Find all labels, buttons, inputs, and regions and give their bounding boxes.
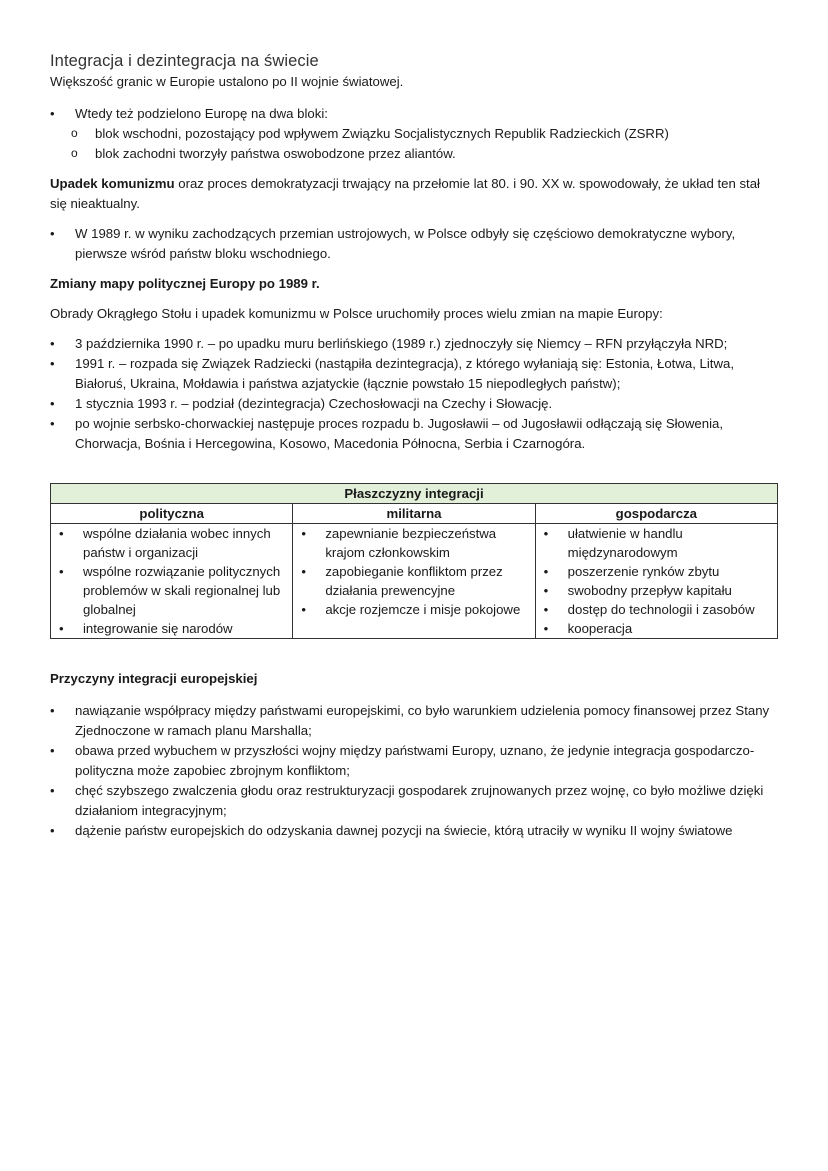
causes-list: [50, 701, 780, 841]
document-page: [50, 50, 780, 841]
causes-heading: Przyczyny integracji europejskiej: [50, 671, 258, 686]
economic-cell: [535, 524, 777, 639]
list-item: [50, 104, 780, 124]
changes-heading: Zmiany mapy politycznej Europy po 1989 r.: [50, 276, 320, 291]
column-header-political: polityczna: [51, 504, 293, 524]
list-item: • 1991 r. – rozpada się Związek Radziecki (nastąpiła dezintegracja), z którego wyłaniają się: Estonia, Łotwa, Litwa, Białoruś, Ukraina, Mołdawia i państwa azjatyckie (łącznie powstało 15 niepodległych państw);: [50, 354, 780, 394]
intro-text: Większość granic w Europie ustalono po II wojnie światowej.: [50, 74, 404, 89]
blocs-lead: Wtedy też podzielono Europę na dwa bloki:: [75, 106, 328, 121]
list-item: • W 1989 r. w wyniku zachodzących przemian ustrojowych, w Polsce odbyły się częściowo demokratyczne wybory, pierwsze wśród państw bloku wschodniego.: [50, 224, 780, 264]
table-list-item: • zapewnianie bezpieczeństwa krajom członkowskim: [297, 524, 530, 562]
table-list-item: • wspólne rozwiązanie politycznych problemów w skali regionalnej lub globalnej: [55, 562, 288, 619]
column-header-military: militarna: [293, 504, 535, 524]
list-item: • chęć szybszego zwalczenia głodu oraz restrukturyzacji gospodarek zrujnowanych przez wojnę, co było możliwe dzięki działaniom integracyjnym;: [50, 781, 780, 821]
collapse-paragraph: [50, 174, 780, 214]
changes-list: [50, 334, 780, 454]
changes-lead: Obrady Okrągłego Stołu i upadek komunizmu w Polsce uruchomiły proces wielu zmian na mapie Europy:: [50, 306, 663, 321]
table-list-item: • wspólne działania wobec innych państw i organizacji: [55, 524, 288, 562]
table-list-item: • integrowanie się narodów: [55, 619, 288, 638]
collapse-bold: Upadek komunizmu: [50, 176, 175, 191]
collapse-rest: oraz proces demokratyzacji trwający na przełomie lat 80. i 90. XX w. spowodowały, że układ ten stał się nieaktualny.: [50, 176, 760, 211]
integration-planes-table: [50, 483, 778, 639]
table-list-item: • swobodny przepływ kapitału: [540, 581, 773, 600]
table-list-item: • akcje rozjemcze i misje pokojowe: [297, 600, 530, 619]
political-cell: [51, 524, 293, 639]
sub-list-item: o blok zachodni tworzyły państwa oswobodzone przez aliantów.: [50, 144, 780, 164]
page-title: Integracja i dezintegracja na świecie: [50, 52, 319, 70]
list-item: • po wojnie serbsko-chorwackiej następuje proces rozpadu b. Jugosławii – od Jugosławii odłączają się Słowenia, Chorwacja, Bośnia i Hercegowina, Kosowo, Macedonia Północna, Serbia i Czarnogóra.: [50, 414, 780, 454]
column-header-economic: gospodarcza: [535, 504, 777, 524]
table-list-item: • kooperacja: [540, 619, 773, 638]
elections-list: [50, 224, 780, 264]
military-cell: [293, 524, 535, 639]
table-caption: Płaszczyzny integracji: [51, 484, 778, 504]
list-item: • obawa przed wybuchem w przyszłości wojny między państwami Europy, uznano, że jedynie integracja gospodarczo-polityczna może zapobiec zbrojnym konfliktom;: [50, 741, 780, 781]
list-item: • dążenie państw europejskich do odzyskania dawnej pozycji na świecie, którą utraciły w wyniku II wojny światowe: [50, 821, 780, 841]
sub-list-item: o blok wschodni, pozostający pod wpływem Związku Socjalistycznych Republik Radzieckich (ZSRR): [50, 124, 780, 144]
list-item: • 1 stycznia 1993 r. – podział (dezintegracja) Czechosłowacji na Czechy i Słowację.: [50, 394, 780, 414]
blocs-list: [50, 104, 780, 164]
table-list-item: • ułatwienie w handlu międzynarodowym: [540, 524, 773, 562]
table-list-item: • dostęp do technologii i zasobów: [540, 600, 773, 619]
table-list-item: • poszerzenie rynków zbytu: [540, 562, 773, 581]
list-item: • nawiązanie współpracy między państwami europejskimi, co było warunkiem udzielenia pomocy finansowej przez Stany Zjednoczone w ramach planu Marshalla;: [50, 701, 780, 741]
table-list-item: • zapobieganie konfliktom przez działania prewencyjne: [297, 562, 530, 600]
list-item: • 3 października 1990 r. – po upadku muru berlińskiego (1989 r.) zjednoczyły się Niemcy – RFN przyłączyła NRD;: [50, 334, 780, 354]
